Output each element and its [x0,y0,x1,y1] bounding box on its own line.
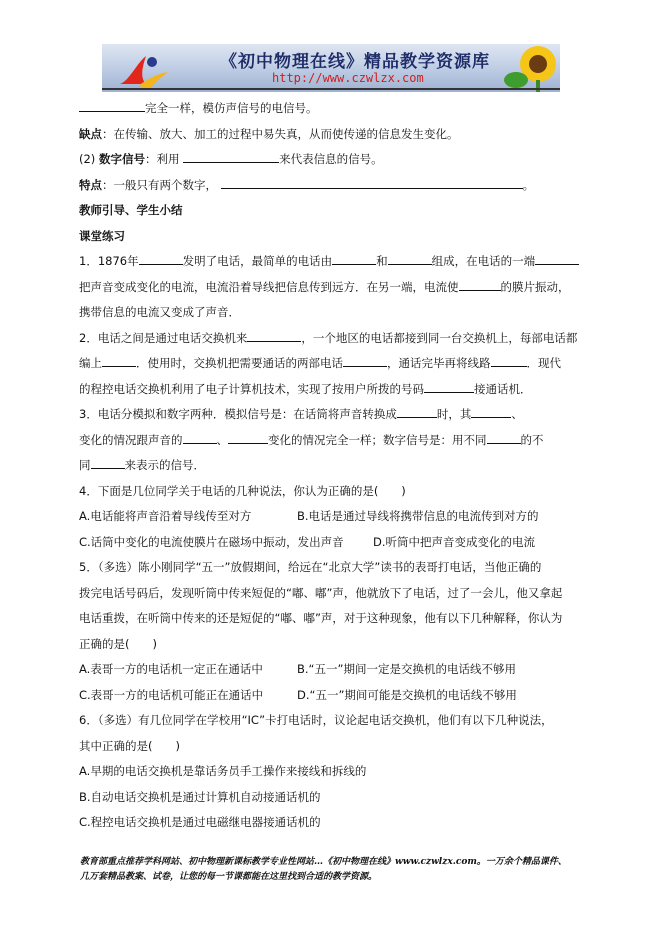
q4-options-cd [79,530,582,556]
q3-line1: 3．电话分模拟和数字两种．模拟信号是：在话筒将声音转换成 时，其 、 [79,407,523,421]
blank[interactable] [471,407,511,418]
worksheet-body [79,96,582,836]
blank[interactable] [221,178,523,189]
blank[interactable] [397,407,437,418]
q6-option-a[interactable]: A.早期的电话交换机是靠话务员手工操作来接线和拆线的 [79,764,367,778]
line-analog-desc: 完全一样，模仿声信号的电信号。 [79,96,582,122]
line-disadvantage: 缺点：在传输、放大、加工的过程中易失真，从而使传递的信息发生变化。 [79,126,459,141]
q4-option-b[interactable]: B.电话是通过导线将携带信息的电流传到对方的 [297,509,539,523]
header-banner [102,44,560,92]
blank[interactable] [228,433,268,444]
q3-line2: 变化的情况跟声音的 、 变化的情况完全一样；数字信号是：用不同 的不 [79,432,544,447]
section-heading-summary: 教师引导、学生小结 [79,203,183,217]
q2-line3: 的程控电话交换机利用了电子计算机技术，实现了按用户所拨的号码 接通话机． [79,381,532,396]
q6-line1: 6．（多选）有几位同学在学校用“IC”卡打电话时，议论起电话交换机，他们有以下几种说法， [79,713,553,727]
q4-option-a[interactable]: A.电话能将声音沿着导线传至对方 [79,509,252,523]
blank[interactable] [139,254,183,265]
q1-line1: 1．1876年 发明了电话，最简单的电话由 和 组成，在电话的一端 [79,249,582,275]
logo-icon [116,50,172,90]
q4-stem: 4．下面是几位同学关于电话的几种说法，你认为正确的是( ) [79,483,406,498]
q3-line3: 同 来表示的信号． [79,458,205,472]
q1-line2: 把声音变成变化的电流，电流沿着导线把信息传到远方．在另一端，电流使 的膜片振动， [79,279,570,294]
q5-option-d[interactable]: D.“五一”期间可能是交换机的电话线不够用 [297,687,517,702]
blank[interactable] [91,458,125,469]
q5-option-a[interactable]: A.表哥一方的电话机一定正在通话中 [79,662,263,676]
blank[interactable] [487,433,521,444]
blank[interactable] [459,280,501,291]
blank[interactable] [535,254,579,265]
q5-option-b[interactable]: B.“五一”期间一定是交换机的电话线不够用 [297,662,516,676]
q2-line2: 编上 ．使用时，交换机把需要通话的两部电话 ，通话完毕再将线路 ．现代 [79,356,561,370]
q2-line1: 2．电话之间是通过电话交换机来 ，一个地区的电话都接到同一台交换机上，每部电话都 [79,330,578,345]
blank[interactable] [424,382,474,393]
line-digital-signal: (2) 数字信号：利用 来代表信息的信号。 [79,152,383,166]
blank[interactable] [183,433,217,444]
blank[interactable] [332,254,376,265]
q6-option-c[interactable]: C.程控电话交换机是通过电磁继电器接通话机的 [79,815,321,829]
q5-line4: 正确的是( ) [79,636,157,651]
q6-line2: 其中正确的是( ) [79,738,180,753]
q5-line3: 电话重拨，在听筒中传来的还是短促的“嘟、嘟”声，对于这种现象，他有以下几种解释，你认为 [79,611,563,625]
section-heading-exercises: 课堂练习 [79,228,125,243]
q4-option-c[interactable]: C.话筒中变化的电流使膜片在磁场中振动，发出声音 [79,534,344,549]
q4-option-d[interactable]: D.听筒中把声音变成变化的电流 [373,534,536,549]
footer-line-2: 几万套精品教案、试卷，让您的每一节课都能在这里找到合适的教学资源。 [80,872,378,882]
banner-url[interactable]: http://www.czwlzx.com [272,71,424,85]
banner-title: 《初中物理在线》精品教学资源库 [220,52,490,72]
sunflower-icon [502,44,560,92]
blank[interactable] [491,356,527,367]
line-feature: 特点：一般只有两个数字， 。 [79,177,535,192]
q4-options-ab [79,504,582,530]
q1-line3: 携带信息的电流又变成了声音． [79,305,240,319]
q5-options-ab [79,657,582,683]
q5-option-c[interactable]: C.表哥一方的电话机可能正在通话中 [79,687,264,702]
blank[interactable] [79,101,145,112]
blank[interactable] [102,356,136,367]
blank[interactable] [183,152,279,163]
footer-line-1: 教育部重点推荐学科网站、初中物理新课标教学专业性网站…《初中物理在线》www.czwlzx.com。一万余个精品课件、 [80,857,567,867]
q5-line2: 拨完电话号码后，发现听筒中传来短促的“嘟、嘟”声，他就放下了电话，过了一会儿，他又拿起 [79,585,563,600]
q5-options-cd [79,683,582,709]
blank[interactable] [388,254,432,265]
q5-line1: 5．（多选）陈小刚同学“五一”放假期间，给远在“北京大学”读书的表哥打电话，当他正确的 [79,560,542,574]
blank[interactable] [247,331,301,342]
page-footer [80,855,590,885]
blank[interactable] [343,356,387,367]
q6-option-b[interactable]: B.自动电话交换机是通过计算机自动接通话机的 [79,789,321,804]
banner-rule [102,88,560,90]
